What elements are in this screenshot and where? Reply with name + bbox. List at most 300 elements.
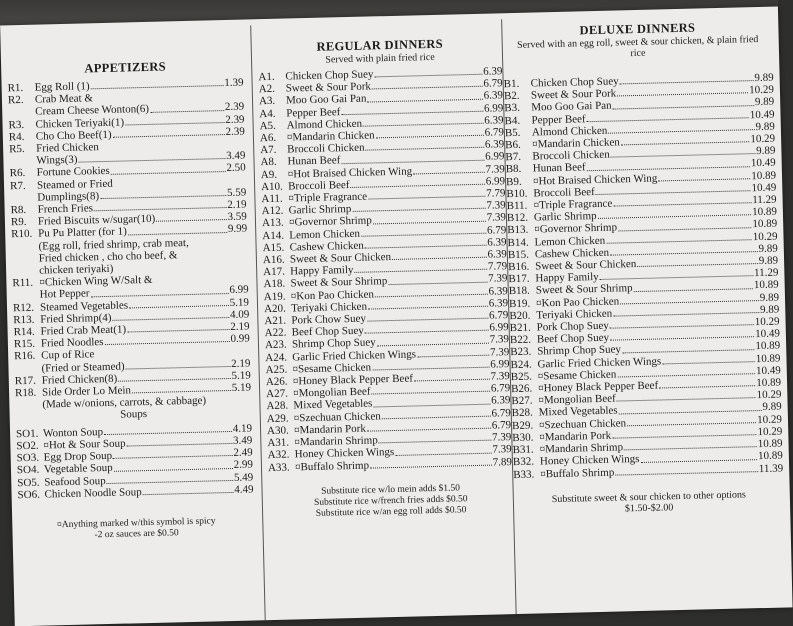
item-name: ¤Honey Black Pepper Beef [292, 372, 414, 388]
appetizers-heading: APPETIZERS [84, 59, 167, 76]
dot-leader [382, 416, 491, 420]
item-name: Moo Goo Gai Pan [285, 92, 367, 107]
regular-sub-2: Substitute rice w/french fries adds $0.50 [313, 493, 468, 508]
item-price: 10.49 [749, 108, 775, 121]
item-code: B1. [503, 77, 520, 91]
item-price: 10.89 [757, 449, 784, 463]
item-name: Cashew Chicken [534, 246, 610, 261]
item-price: 6.79 [488, 309, 509, 322]
item-price: 3.59 [227, 210, 248, 224]
item-price: 9.89 [754, 71, 774, 85]
item-code: A18. [263, 278, 286, 291]
dot-leader [118, 378, 230, 382]
item-price: 9.99 [227, 222, 248, 236]
item-price: 2.49 [233, 446, 253, 460]
item-name: ¤Hot Braised Chicken Wing [532, 172, 658, 188]
item-price: 7.89 [492, 455, 513, 469]
item-name: Honey Chicken Wings [539, 453, 640, 468]
dot-leader [367, 428, 491, 432]
item-price: 4.09 [229, 308, 250, 321]
item-code: A24. [265, 351, 288, 364]
item-price: 3.49 [225, 149, 246, 163]
item-code: A13. [261, 217, 284, 230]
dot-leader [634, 288, 753, 292]
item-name: Beef Chop Suey [536, 331, 610, 346]
item-price: 4.49 [234, 483, 254, 496]
item-name: Sweet & Sour Shrimp [535, 282, 633, 297]
dot-leader [363, 123, 483, 127]
item-name: ¤Triple Fragrance [288, 190, 368, 205]
dot-leader [373, 220, 486, 224]
item-price: 10.49 [754, 327, 781, 341]
item-price: 6.99 [485, 175, 506, 188]
item-code: SO2. [16, 439, 39, 453]
item-price: 6.99 [229, 283, 249, 297]
item-code: B29. [511, 419, 534, 432]
item-code: SO3. [16, 451, 40, 465]
item-name: ¤Honey Black Pepper Beef [538, 379, 659, 395]
item-price: 10.89 [756, 376, 782, 390]
regular-list [258, 65, 512, 474]
item-name: Garlic Shrimp [288, 203, 352, 217]
item-price: 10.49 [751, 181, 777, 195]
item-name: ¤Mongolian Beef [293, 385, 371, 400]
item-name: ¤Mandarin Chicken [286, 129, 375, 144]
item-name: French Fries [37, 202, 94, 216]
dot-leader [392, 257, 487, 260]
item-code: B5. [504, 126, 521, 140]
item-name: Side Order Lo Mein [41, 384, 132, 399]
item-code: SO5. [17, 476, 40, 489]
item-name: Fried Noodles [40, 336, 104, 350]
dot-leader [156, 219, 226, 222]
item-price: 2.19 [231, 357, 251, 370]
item-price: 6.99 [485, 150, 505, 164]
item-code: R5. [8, 142, 25, 156]
item-price: 10.29 [750, 132, 776, 146]
item-price: 2.39 [225, 113, 245, 126]
item-code: A15. [262, 241, 285, 254]
item-price: 9.89 [759, 303, 780, 316]
item-code: B25. [510, 370, 533, 384]
item-price: 10.29 [757, 425, 783, 439]
item-name: ¤Mandarin Shrimp [294, 434, 378, 449]
item-price: 6.39 [484, 138, 505, 151]
dot-leader [113, 455, 232, 459]
item-price: 2.99 [233, 458, 254, 472]
item-code: B28. [511, 407, 533, 420]
deluxe-list [504, 72, 784, 481]
item-name: Lemon Chicken [289, 227, 361, 242]
item-code: A30. [266, 424, 289, 437]
dot-leader [113, 317, 230, 321]
item-price: 10.29 [754, 315, 780, 329]
item-code: B10. [506, 187, 528, 201]
item-name: ¤Buffalo Shrimp [540, 466, 615, 480]
dot-leader [132, 390, 231, 393]
item-code: A22. [264, 326, 287, 340]
item-name: Broccoli Beef [533, 185, 595, 200]
item-price: 10.89 [755, 340, 781, 353]
item-name: Egg Roll (1) [34, 80, 90, 94]
regular-heading: REGULAR DINNERS [316, 36, 444, 54]
item-name: Chicken Teriyaki(1) [35, 116, 125, 131]
item-name: Hot Pepper [39, 287, 90, 302]
item-code: B33. [513, 468, 535, 481]
item-code: B14. [507, 236, 529, 249]
item-code: B7. [505, 151, 522, 164]
item-name: Sweet & Sour Pork [285, 80, 372, 95]
dot-leader [377, 342, 489, 346]
item-name: ¤Mandarin Chicken [532, 136, 620, 151]
dot-leader [372, 367, 489, 371]
dot-leader [111, 171, 226, 175]
item-code: B23. [510, 346, 532, 359]
item-price: 11.29 [753, 266, 779, 280]
dot-leader [637, 263, 758, 267]
item-price: 2.19 [227, 198, 247, 212]
item-code: B8. [505, 163, 522, 176]
item-price: 6.79 [491, 406, 511, 420]
item-name: ¤Buffalo Shrimp [294, 459, 370, 473]
item-name: Sweet & Sour Pork [530, 87, 617, 102]
item-code: A32. [267, 448, 290, 462]
item-price: 7.39 [486, 199, 506, 212]
dot-leader [374, 74, 482, 78]
item-name: chicken teriyaki) [38, 262, 114, 277]
dot-leader [365, 245, 487, 249]
dot-leader [417, 355, 489, 358]
item-price: 7.39 [492, 443, 512, 456]
dot-leader [662, 361, 755, 364]
item-price: 2.19 [230, 320, 250, 334]
item-price: 10.49 [750, 157, 776, 170]
item-name: Vegetable Soup [43, 462, 113, 476]
item-name: Garlic Shrimp [533, 210, 597, 224]
item-price: 10.29 [749, 83, 775, 97]
dot-leader [368, 306, 488, 310]
item-name: Beef Chop Suey [291, 324, 364, 339]
item-price: 6.39 [484, 114, 504, 127]
item-price: 6.39 [487, 248, 508, 261]
item-code: A14. [262, 229, 285, 242]
item-price: 6.79 [486, 223, 507, 237]
soup-list [16, 422, 254, 501]
item-price: 1.39 [224, 76, 244, 90]
item-code: B3. [504, 102, 521, 115]
item-code: R8. [10, 203, 27, 217]
dot-leader [368, 196, 485, 200]
item-name: Fried Chicken(8) [41, 372, 118, 387]
item-price: 0.99 [230, 332, 250, 346]
item-code: A20. [263, 302, 286, 315]
item-price: 10.29 [752, 230, 778, 243]
item-name: Fried Chicken [35, 141, 99, 155]
dot-leader [375, 294, 488, 298]
deluxe-sub-1: Substitute sweet & sour chicken to other options [551, 489, 746, 505]
item-code: A7. [260, 144, 277, 157]
dot-leader [143, 492, 234, 495]
item-name: ¤Sesame Chicken [537, 368, 617, 383]
item-code: R4. [8, 130, 25, 144]
item-name: Chicken Chop Suey [530, 75, 619, 90]
item-code: B31. [512, 443, 534, 457]
item-name: Almond Chicken [286, 117, 363, 132]
item-price: 6.79 [483, 77, 503, 90]
item-price: 9.89 [762, 401, 782, 414]
item-name: Shrimp Chop Suey [291, 336, 376, 351]
item-code: B21. [509, 321, 531, 335]
dot-leader [388, 281, 487, 284]
item-price: 3.49 [232, 434, 253, 447]
item-code: B30. [512, 431, 534, 445]
item-price: 6.39 [482, 65, 503, 78]
item-code: R2. [7, 94, 24, 107]
item-code: B2. [503, 90, 520, 103]
item-code: A23. [264, 339, 287, 352]
item-code: R12. [12, 301, 35, 314]
item-name: Sweet & Sour Shrimp [290, 275, 388, 290]
item-price: 9.89 [758, 254, 779, 268]
item-code: SO6. [17, 488, 41, 501]
item-name: Cup of Rice [41, 348, 95, 363]
item-code: R18. [14, 386, 37, 400]
item-code: B9. [505, 175, 522, 188]
item-code: A28. [266, 400, 289, 413]
dot-leader [641, 459, 758, 463]
dot-leader [127, 329, 229, 332]
item-code: SO4. [16, 463, 40, 477]
item-price: 9.89 [758, 242, 778, 255]
item-name: Honey Chicken Wings [294, 446, 395, 461]
item-price: 7.39 [486, 211, 507, 225]
item-name: Cho Cho Beef(1) [35, 128, 112, 143]
item-name: Crab Meat & [34, 92, 94, 106]
item-name: ¤Hot & Sour Soup [43, 437, 126, 452]
item-name: ¤Mandarin Pork [539, 429, 612, 444]
item-code: B13. [507, 224, 529, 237]
item-name: ¤Mandarin Shrimp [539, 441, 624, 456]
regular-sub-3: Substitute rice w/an egg roll adds $0.50 [315, 504, 467, 519]
item-price: 7.39 [491, 431, 512, 444]
item-code: A10. [260, 180, 283, 194]
item-code: A1. [258, 70, 275, 84]
item-price: 7.39 [489, 345, 510, 359]
item-code: SO1. [15, 427, 39, 440]
item-name: ¤Szechuan Chicken [293, 410, 381, 425]
item-code: A19. [263, 290, 286, 303]
item-price: 6.39 [488, 284, 508, 298]
item-name: Shrimp Chop Suey [537, 343, 622, 358]
dot-leader [126, 366, 231, 370]
dot-leader [114, 467, 233, 471]
item-price: 7.39 [489, 333, 510, 347]
item-name: Broccoli Chicken [532, 148, 610, 163]
item-price: 7.79 [487, 260, 508, 273]
item-price: 2.39 [224, 100, 245, 114]
item-name: Pork Chow Suey [291, 312, 367, 327]
item-price: 7.39 [488, 272, 508, 286]
item-code: B12. [506, 211, 529, 225]
item-name: Cream Cheese Wonton(6) [35, 103, 150, 119]
item-price: 11.29 [752, 193, 777, 207]
item-price: 5.19 [231, 369, 251, 382]
item-name: Egg Drop Soup [43, 449, 113, 464]
appetizer-list [8, 77, 252, 412]
item-code: R17. [14, 374, 37, 388]
item-name: Pu Pu Platter (for 1) [38, 225, 127, 241]
item-name: (Fried or Steamed) [41, 360, 125, 375]
item-name: Sweet & Sour Chicken [289, 251, 392, 266]
item-name: ¤Kon Pao Chicken [290, 288, 375, 303]
item-code: B27. [511, 394, 533, 408]
item-code: A4. [259, 107, 276, 120]
item-price: 10.29 [756, 388, 782, 402]
item-name: Garlic Fried Chicken Wings [292, 348, 417, 364]
dot-leader [414, 379, 490, 382]
item-code: B20. [509, 309, 531, 323]
item-price: 9.89 [754, 96, 775, 109]
item-name: Sweet & Sour Chicken [535, 258, 637, 273]
item-price: 10.29 [757, 413, 783, 426]
item-name: Fried Biscuits w/sugar(10) [37, 213, 156, 228]
item-code: R1. [7, 81, 24, 95]
item-code: A33. [267, 461, 290, 474]
item-code: B22. [509, 333, 532, 347]
item-name: (Egg roll, fried shrimp, crab meat, [38, 236, 189, 253]
item-price: 6.99 [483, 101, 504, 115]
item-code: R15. [13, 338, 36, 351]
dot-leader [615, 471, 758, 475]
item-name: Fried Shrimp(4) [40, 311, 112, 326]
item-code: A16. [262, 253, 285, 267]
dot-leader [127, 443, 233, 447]
item-price: 9.89 [759, 291, 780, 304]
item-name: Hunan Beef [532, 161, 586, 175]
item-name: ¤Hot Braised Chicken Wing [287, 165, 413, 181]
regular-sub-1: Substitute rice w/lo mein adds $1.50 [321, 483, 461, 497]
deluxe-dinners-column [502, 13, 786, 614]
dot-leader [150, 110, 224, 113]
item-price: 9.89 [756, 144, 776, 158]
item-name: Happy Family [290, 264, 354, 278]
item-name: Moo Goo Gai Pan [531, 99, 612, 114]
item-code: R10. [11, 228, 33, 241]
item-code: B4. [504, 114, 521, 127]
item-name: Chicken Noodle Soup [44, 485, 142, 501]
dot-leader [395, 452, 491, 455]
sauce-note: -2 oz sauces are $0.50 [94, 528, 179, 541]
item-code: B15. [507, 248, 530, 262]
item-price: 10.89 [755, 352, 781, 365]
menu-page [0, 6, 792, 626]
item-name: Wings(3) [36, 153, 78, 167]
deluxe-heading: DELUXE DINNERS [579, 20, 696, 38]
item-code: A2. [258, 83, 276, 96]
item-price: 6.79 [484, 126, 505, 139]
item-price: 6.79 [491, 419, 512, 432]
item-code: R16. [14, 350, 36, 363]
item-name: Dumplings(8) [37, 189, 100, 204]
item-name: Steamed Vegetables [39, 299, 129, 314]
soups-heading: Soups [120, 408, 148, 422]
item-price: 6.99 [490, 358, 510, 371]
item-code: R14. [13, 325, 35, 339]
item-code: A29. [266, 412, 289, 425]
dot-leader [365, 330, 489, 334]
item-price: 9.89 [755, 120, 775, 133]
item-name: Hunan Beef [287, 154, 341, 168]
item-name: ¤Kon Pao Chicken [535, 295, 620, 310]
item-name: Mixed Vegetables [538, 405, 618, 419]
item-name: Broccoli Beef [287, 178, 350, 193]
item-name: Seafood Soup [44, 474, 106, 489]
item-code: A3. [258, 95, 276, 108]
item-price: 10.89 [753, 279, 779, 292]
item-price: 10.49 [755, 364, 781, 378]
dot-leader [370, 464, 492, 468]
item-name: ¤Szechuan Chicken [538, 417, 627, 432]
item-price: 10.89 [757, 437, 783, 451]
item-code: B24. [510, 358, 532, 371]
item-name: Fried chicken , cho cho beef, & [38, 249, 178, 265]
item-name: Almond Chicken [531, 124, 608, 139]
deluxe-sub-2: $1.50-$2.00 [624, 501, 674, 515]
dot-leader [125, 122, 224, 125]
item-code: B17. [508, 272, 530, 286]
item-price: 7.39 [485, 162, 505, 176]
item-code: R7. [9, 179, 26, 192]
appetizers-column [6, 26, 256, 626]
item-name: Teriyaki Chicken [290, 300, 368, 315]
item-name: Pepper Beef [286, 105, 341, 120]
item-code: B11. [506, 199, 528, 213]
item-code: A11. [261, 192, 283, 206]
item-code: B19. [508, 297, 531, 310]
item-name: ¤Chicken Wing W/Salt & [39, 274, 153, 289]
item-name: ¤Governor Shrimp [288, 214, 372, 229]
item-name: Steamed or Fried [36, 177, 113, 192]
dot-leader [113, 134, 225, 138]
item-code: A6. [259, 131, 277, 145]
item-price: 6.39 [488, 297, 509, 310]
item-price: 5.59 [226, 186, 247, 199]
item-name: ¤Triple Fragrance [533, 197, 613, 212]
item-code: A17. [263, 265, 286, 279]
item-price: 2.39 [225, 125, 245, 138]
dot-leader [372, 86, 482, 90]
item-code: R3. [8, 118, 25, 131]
item-code: A31. [267, 436, 290, 450]
item-price: 7.79 [485, 187, 506, 200]
item-name: ¤Governor Shrimp [534, 221, 618, 236]
item-name: Broccoli Chicken [287, 141, 365, 156]
item-name: Fried Crab Meat(1) [40, 323, 127, 338]
item-name: Teriyaki Chicken [536, 307, 613, 322]
item-price: 10.89 [752, 218, 778, 231]
item-name: Garlic Fried Chicken Wings [537, 355, 662, 371]
item-name: Fortune Cookies [36, 165, 110, 180]
item-code: A25. [265, 363, 288, 376]
item-code: A27. [266, 387, 289, 401]
dot-leader [367, 318, 488, 322]
item-code: B32. [512, 455, 535, 469]
regular-subtitle: Served with plain fried rice [325, 51, 435, 66]
item-name: Happy Family [535, 271, 599, 285]
item-code: A26. [265, 375, 288, 389]
item-code: A9. [260, 168, 278, 181]
dot-leader [372, 391, 490, 395]
